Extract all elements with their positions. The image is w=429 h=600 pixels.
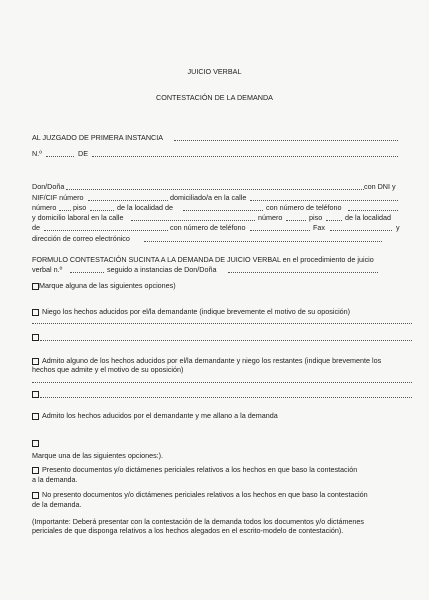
town-label: de la localidad de <box>117 203 173 212</box>
partial-extra-checkbox[interactable] <box>32 391 39 398</box>
plaintiff-field[interactable] <box>228 272 378 273</box>
work-floor-field[interactable] <box>326 220 342 221</box>
court-field[interactable] <box>174 140 398 141</box>
form-subtitle: CONTESTACIÓN DE LA DEMANDA <box>156 93 273 102</box>
mark-one-label: Marque una de las siguientes opciones:). <box>32 451 164 460</box>
partial-reason-field-1[interactable] <box>32 382 412 383</box>
email-field[interactable] <box>144 241 382 242</box>
mark-checkbox[interactable] <box>32 283 39 290</box>
no-docs-checkbox[interactable] <box>32 492 39 499</box>
court-number-label: N.º <box>32 149 42 158</box>
partial-label-1: Admito alguno de los hechos aducidos por el/la demandante y niego los restantes (indique brevemente los <box>42 356 382 365</box>
procedure-label: verbal n.º <box>32 265 63 274</box>
work-number-field[interactable] <box>286 220 306 221</box>
admit-checkbox[interactable] <box>32 413 39 420</box>
nif-label: NIF/CIF número <box>32 193 84 202</box>
town-field[interactable] <box>183 210 263 211</box>
nif-field[interactable] <box>88 200 168 201</box>
work-town-de-label: de <box>32 223 40 232</box>
no-docs-label-2: de la demanda. <box>32 500 82 509</box>
important-note-1: (Importante: Deberá presentar con la contestación de la demanda todos los documentos y/o dictámenes <box>32 517 365 526</box>
name-field[interactable] <box>66 189 364 190</box>
present-docs-checkbox[interactable] <box>32 467 39 474</box>
plaintiff-label: seguido a instancias de Don/Doña <box>107 265 217 274</box>
formulation-text: FORMULO CONTESTACIÓN SUCINTA A LA DEMANDA DE JUICIO VERBAL en el procedimiento de juicio <box>32 255 374 264</box>
procedure-number-field[interactable] <box>70 272 104 273</box>
work-street-field[interactable] <box>131 220 255 221</box>
street-label: domiciliado/a en la calle <box>170 193 247 202</box>
present-docs-label-1: Presento documentos y/o dictámenes periciales relativos a los hechos en que baso la contestación <box>42 465 358 474</box>
partial-checkbox[interactable] <box>32 358 39 365</box>
work-number-label: número <box>258 213 283 222</box>
number-label: número <box>32 203 57 212</box>
email-label: dirección de correo electrónico <box>32 234 130 243</box>
court-location-field[interactable] <box>92 156 398 157</box>
admit-label: Admito los hechos aducidos por el demandante y me allano a la demanda <box>42 411 278 420</box>
work-town-field[interactable] <box>44 230 168 231</box>
work-floor-label: piso <box>309 213 323 222</box>
partial-reason-field-2[interactable] <box>40 397 412 398</box>
deny-checkbox[interactable] <box>32 309 39 316</box>
deny-extra-checkbox[interactable] <box>32 334 39 341</box>
form-title: JUICIO VERBAL <box>187 67 242 76</box>
work-phone-field[interactable] <box>250 230 310 231</box>
floor-label: piso <box>73 203 87 212</box>
and-label: y <box>396 223 400 232</box>
work-street-label: y domicilio laboral en la calle <box>32 213 124 222</box>
fax-label: Fax <box>313 223 325 232</box>
present-docs-label-2: a la demanda. <box>32 475 78 484</box>
documents-checkbox[interactable] <box>32 440 39 447</box>
floor-field[interactable] <box>90 210 114 211</box>
dni-label: con DNI y <box>364 182 396 191</box>
deny-reason-field-1[interactable] <box>32 323 412 324</box>
street-field[interactable] <box>250 200 398 201</box>
court-de-label: DE <box>78 149 88 158</box>
deny-label: Niego los hechos aducidos por el/la demandante (indique brevemente el motivo de su oposición) <box>42 307 351 316</box>
fax-field[interactable] <box>330 230 392 231</box>
number-field[interactable] <box>59 210 71 211</box>
deny-reason-field-2[interactable] <box>40 340 412 341</box>
work-phone-label: con número de teléfono <box>170 223 246 232</box>
mark-instruction: Marque alguna de las siguientes opciones) <box>39 281 176 290</box>
partial-label-2: hechos que admite y el motivo de su oposición) <box>32 365 184 374</box>
work-town-label: de la localidad <box>345 213 391 222</box>
court-number-field[interactable] <box>46 156 74 157</box>
name-label: Don/Doña <box>32 182 65 191</box>
phone-field[interactable] <box>348 210 398 211</box>
no-docs-label-1: No presento documentos y/o dictámenes periciales relativos a los hechos en que baso la contestación <box>42 490 368 499</box>
important-note-2: periciales de que disponga relativos a los hechos alegados en el escrito-modelo de contestación). <box>32 526 344 535</box>
phone-label: con número de teléfono <box>266 203 342 212</box>
court-label: AL JUZGADO DE PRIMERA INSTANCIA <box>32 133 163 142</box>
